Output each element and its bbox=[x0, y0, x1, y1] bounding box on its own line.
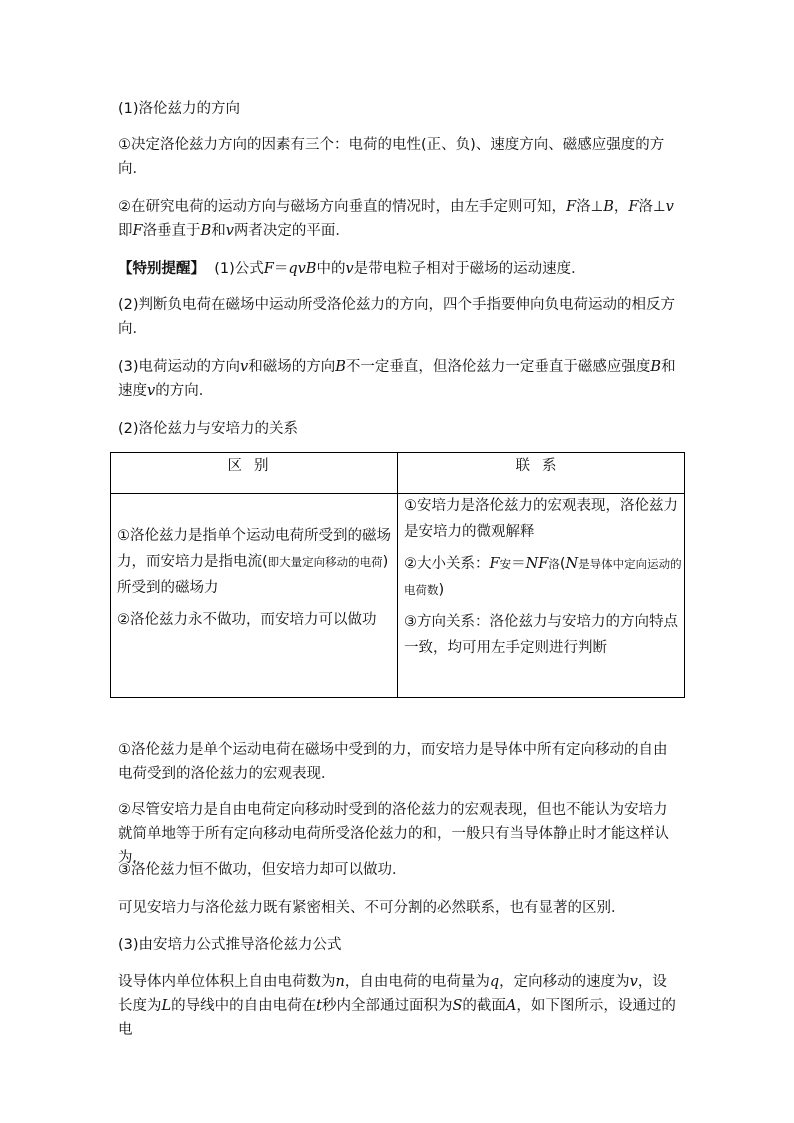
special-tip: 【特别提醒】 (1)公式F＝qvB中的v是带电粒子相对于磁场的运动速度． bbox=[118, 261, 586, 277]
section-1-title: (1)洛伦兹力的方向 bbox=[118, 101, 241, 117]
paragraph-charge-factors: ①决定洛伦兹力方向的因素有三个：电荷的电性(正、负)、速度方向、磁感应强度的方向． bbox=[118, 137, 665, 177]
table-cell-connection bbox=[404, 493, 682, 661]
paragraph-derivation: 设导体内单位体积上自由电荷数为n，自由电荷的电荷量为q，定向移动的速度为v，设长度为L的导线中的自由电荷在t秒内全部通过面积为S的截面A，如下图所示，设通过的电 bbox=[118, 974, 676, 1038]
paragraph-not-simple-sum: ②尽管安培力是自由电荷定向移动时受到的洛伦兹力的宏观表现，但也不能认为安培力就简单地等于所有定向移动电荷所受洛伦兹力的和，一般只有当导体静止时才能这样认为． bbox=[118, 802, 669, 866]
paragraph-velocity-field: (3)电荷运动的方向v和磁场的方向B不一定垂直，但洛伦兹力一定垂直于磁感应强度B和速度v的方向． bbox=[118, 359, 676, 399]
special-tip-label: 【特别提醒】 bbox=[118, 261, 205, 277]
connection-item-3: ③方向关系：洛伦兹力与安培力的方向特点一致，均可用左手定则进行判断 bbox=[404, 614, 678, 656]
table-column-divider bbox=[397, 453, 398, 697]
paragraph-conclusion: 可见安培力与洛伦兹力既有紧密相关、不可分割的必然联系，也有显著的区别． bbox=[118, 900, 626, 916]
difference-item-2: ②洛伦兹力永不做功，而安培力可以做功 bbox=[117, 612, 377, 628]
table-header-difference: 区别 bbox=[227, 458, 281, 474]
section-2-title: (2)洛伦兹力与安培力的关系 bbox=[118, 421, 299, 437]
comparison-table bbox=[110, 452, 685, 698]
table-header-connection: 联系 bbox=[515, 458, 569, 474]
paragraph-left-hand-rule: ②在研究电荷的运动方向与磁场方向垂直的情况时，由左手定则可知，F洛⊥B，F洛⊥v即F洛垂直于B和v两者决定的平面． bbox=[118, 199, 674, 239]
section-3-title: (3)由安培力公式推导洛伦兹力公式 bbox=[118, 937, 342, 953]
paragraph-negative-charge: (2)判断负电荷在磁场中运动所受洛伦兹力的方向，四个手指要伸向负电荷运动的相反方向． bbox=[118, 297, 676, 337]
paragraph-macro-expression: ①洛伦兹力是单个运动电荷在磁场中受到的力，而安培力是导体中所有定向移动的自由电荷受到的洛伦兹力的宏观表现． bbox=[118, 742, 668, 782]
connection-item-1: ①安培力是洛伦兹力的宏观表现，洛伦兹力是安培力的微观解释 bbox=[404, 498, 678, 540]
difference-item-1: ①洛伦兹力是指单个运动电荷所受到的磁场力，而安培力是指电流(即大量定向移动的电荷)所受到的磁场力 bbox=[117, 528, 391, 596]
connection-item-2: ②大小关系：F安＝NF洛(N是导体中定向运动的电荷数) bbox=[404, 556, 682, 598]
table-cell-difference bbox=[117, 523, 393, 633]
paragraph-work: ③洛伦兹力恒不做功，但安培力却可以做功． bbox=[118, 862, 407, 878]
